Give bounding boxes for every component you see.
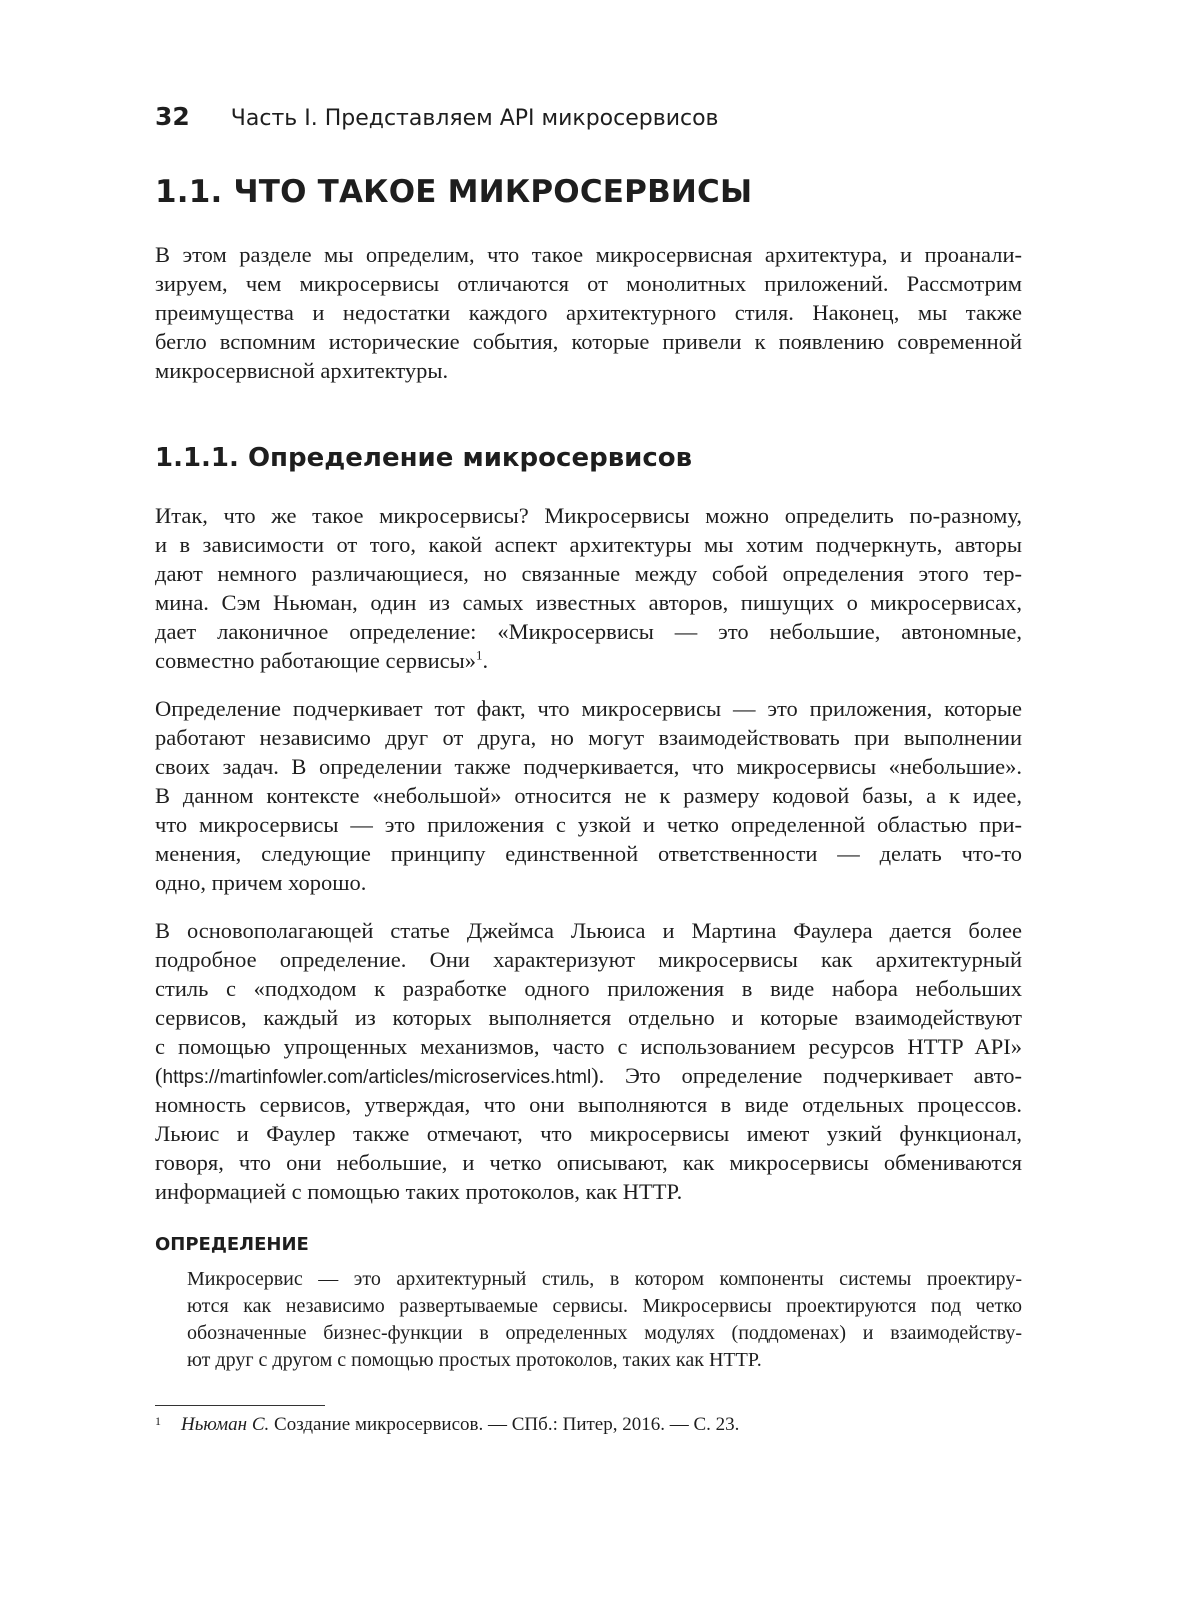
footnote-divider [155,1405,325,1406]
text-line: бегло вспомним исторические события, которые привели к появлению современной [155,329,1022,354]
text-line: подробное определение. Они характеризуют микросервисы как архитектурный [155,947,1022,972]
page-number: 32 [155,102,190,131]
text-span: ). Это определение подчеркивает авто- [591,1063,1022,1088]
running-header [155,102,719,131]
text-line: Льюис и Фаулер также отмечают, что микросервисы имеют узкий функционал, [155,1121,1022,1146]
text-line: одно, причем хорошо. [155,870,367,895]
definition-body [187,1266,1022,1374]
text-line: что микросервисы — это приложения с узкой и четко определенной областью при- [155,812,1022,837]
text-line: с помощью упрощенных механизмов, часто с использованием ресурсов HTTP API» [155,1034,1022,1059]
subsection-title: 1.1.1. Определение микросервисов [155,443,693,473]
definition-label: ОПРЕДЕЛЕНИЕ [155,1234,309,1255]
article-link[interactable]: https://martinfowler.com/articles/microservices.html [162,1067,592,1088]
text-line: сервисов, каждый из которых выполняется отдельно и которые взаимодействуют [155,1005,1022,1030]
paragraph-3 [155,916,1022,1206]
text-line: обозначенные бизнес-функции в определенных модулях (поддоменах) и взаимодейству- [187,1322,1022,1344]
footnote-author: Ньюман С. [181,1414,270,1435]
text-line: В данном контексте «небольшой» относится не к размеру кодовой базы, а к идее, [155,783,1022,808]
text-line: менения, следующие принципу единственной ответственности — делать что-то [155,841,1022,866]
text-line: ются как независимо развертываемые сервисы. Микросервисы проектируются под четко [187,1295,1022,1317]
footnote-text: Создание микросервисов. — СПб.: Питер, 2016. — С. 23. [269,1414,740,1435]
text-line: своих задач. В определении также подчеркивается, что микросервисы «небольшие». [155,754,1022,779]
text-line: Определение подчеркивает тот факт, что микросервисы — это приложения, которые [155,696,1022,721]
text-line [155,1061,1022,1090]
text-line: информацией с помощью таких протоколов, как HTTP. [155,1179,683,1204]
text-line: В этом разделе мы определим, что такое микросервисная архитектура, и проанали- [155,242,1022,267]
text-line: зируем, чем микросервисы отличаются от монолитных приложений. Рассмотрим [155,271,1022,296]
text-line: дают немного различающиеся, но связанные между собой определения этого тер- [155,561,1022,586]
text-line: стиль с «подходом к разработке одного приложения в виде набора небольших [155,976,1022,1001]
text-line: преимущества и недостатки каждого архитектурного стиля. Наконец, мы также [155,300,1022,325]
text-line: мина. Сэм Ньюман, один из самых известных авторов, пишущих о микросервисах, [155,590,1022,615]
text-line: В основополагающей статье Джеймса Льюиса и Мартина Фаулера дается более [155,918,1022,943]
intro-paragraph [155,240,1022,385]
section-title: 1.1. ЧТО ТАКОЕ МИКРОСЕРВИСЫ [155,174,753,210]
footnote [155,1414,739,1436]
footnote-reference[interactable]: 1 [476,647,483,663]
text-line: дает лаконичное определение: «Микросервисы — это небольшие, автономные, [155,619,1022,644]
running-title: Часть I. Представляем API микросервисов [230,106,719,131]
text-span: ( [155,1063,163,1088]
text-line: Итак, что же такое микросервисы? Микросервисы можно определить по-разному, [155,503,1022,528]
text-line: микросервисной архитектуры. [155,358,449,383]
text-line: работают независимо друг от друга, но могут взаимодействовать при выполнении [155,725,1022,750]
footnote-number: 1 [155,1414,161,1428]
text-line: и в зависимости от того, какой аспект архитектуры мы хотим подчеркнуть, авторы [155,532,1022,557]
text-line: Микросервис — это архитектурный стиль, в котором компоненты системы проектиру- [187,1268,1022,1290]
text-line: ют друг с другом с помощью простых протоколов, таких как HTTP. [187,1349,762,1371]
paragraph-2 [155,694,1022,897]
text-line: номность сервисов, утверждая, что они выполняются в виде отдельных процессов. [155,1092,1022,1117]
text-line: говоря, что они небольшие, и четко описывают, как микросервисы обмениваются [155,1150,1022,1175]
text-span: совместно работающие сервисы» [155,648,477,673]
text-line: совместно работающие сервисы»$^1$. [155,647,489,673]
paragraph-1 [155,501,1022,675]
